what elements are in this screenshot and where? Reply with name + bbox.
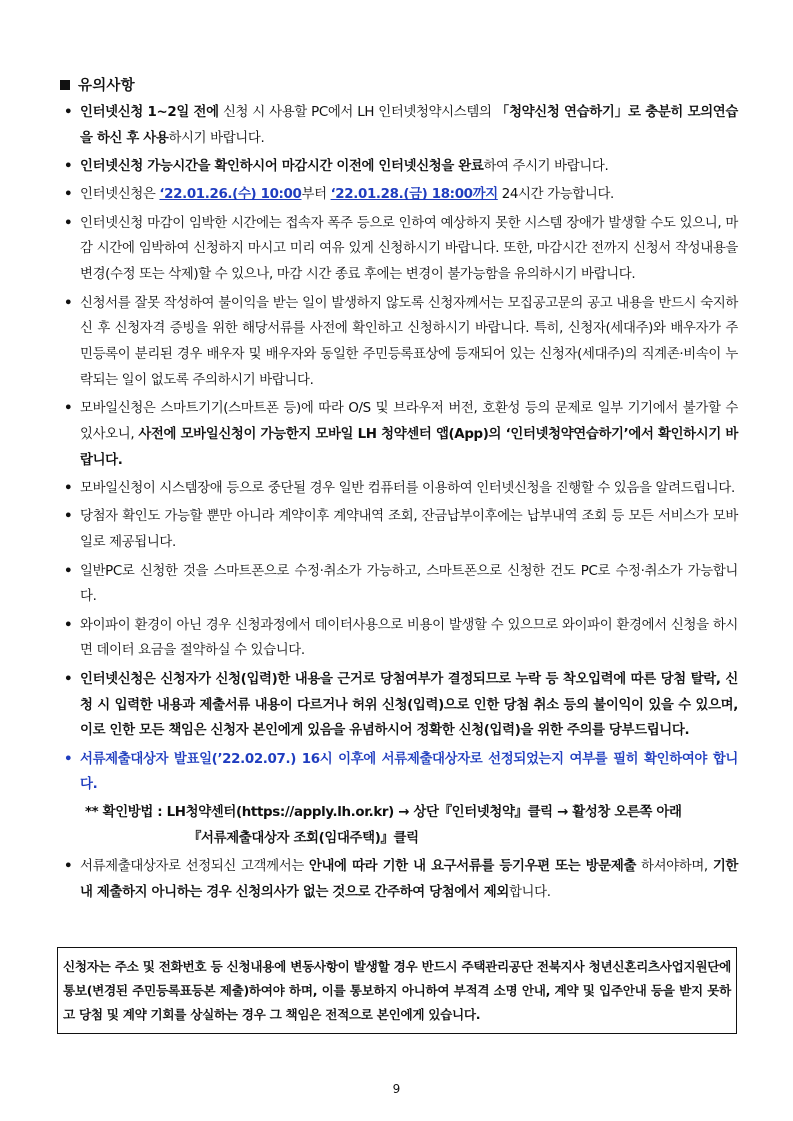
check-method-line: 『서류제출대상자 조회(임대주택)』클릭 [188, 831, 419, 847]
list-item-text: 인터넷신청은 [80, 187, 160, 203]
list-item-text: ‘22.01.28.(금) 18:00까지 [330, 187, 498, 203]
check-method-line: ** 확인방법 : LH청약센터(https://apply.lh.or.kr) → 상단『인터넷청약』클릭 → 활성창 오른쪽 아래 [85, 805, 682, 821]
list-item [60, 747, 738, 852]
notice-text: 신청자는 주소 및 전화번호 등 신청내용에 변동사항이 발생할 경우 반드시 주택관리공단 전북지사 청년신혼리츠사업지원단에 통보(변경된 주민등록표등본 제출)하여야 하며, 이를 통보하지 아니하여 부적격 소명 안내, 계약 및 입주안내 등을 받지 못하고 당첨 및 계약 기회를 상실하는 경우 그 책임은 전적으로 본인에게 있습니다. [63, 959, 731, 1022]
section-title-text: 유의사항 [78, 78, 135, 94]
list-item [60, 211, 738, 288]
list-item-text: 「청약신청 연습하기」로 충분히 모의연습을 하신 후 사용 [80, 105, 738, 146]
list-item-text: ‘22.01.26.(수) 10:00 [159, 187, 302, 203]
list-item-text: 24시간 가능합니다. [497, 187, 614, 203]
list-item-text: 하여 주시기 바랍니다. [483, 159, 609, 175]
section-heading [60, 74, 135, 95]
list-item-text: 인터넷신청 가능시간을 확인하시어 마감시간 이전에 인터넷신청을 완료 [80, 159, 484, 175]
list-item-text: 서류제출대상자 발표일(’22.02.07.) 16시 이후에 서류제출대상자로 선정되었는지 여부를 필히 확인하여야 합니다. [80, 751, 738, 793]
list-item [60, 667, 738, 744]
list-item [60, 504, 738, 556]
list-item-text: 합니다. [508, 885, 551, 901]
list-item-text: 인터넷신청 마감이 임박한 시간에는 접속자 폭주 등으로 인하여 예상하지 못한 시스템 장애가 발생할 수도 있으니, 마감 시간에 임박하여 신청하지 마시고 미리 여유 있게 신청하시기 바랍니다. 또한, 마감시간 전까지 신청서 작성내용을 변경(수정 또는 삭제)할 수 있으나, 마감 시간 종료 후에는 변경이 불가능함을 유의하시기 바랍니다. [80, 215, 738, 283]
list-item-text: 모바일신청은 스마트기기(스마트폰 등)에 따라 O/S 및 브라우저 버전, 호환성 등의 문제로 일부 기기에서 불가할 수 있사오니, [80, 401, 738, 443]
list-item-text: 당첨자 확인도 가능할 뿐만 아니라 계약이후 계약내역 조회, 잔금납부이후에는 납부내역 조회 등 모든 서비스가 모바일로 제공됩니다. [80, 509, 738, 551]
list-item-text: 사전에 모바일신청이 가능한지 모바일 LH 청약센터 앱(App)의 ‘인터넷청약연습하기’에서 확인하시기 바랍니다. [80, 427, 739, 468]
list-item-text: 서류제출대상자로 선정되신 고객께서는 [80, 859, 309, 875]
list-item-text: 모바일신청이 시스템장애 등으로 중단될 경우 일반 컴퓨터를 이용하여 인터넷신청을 진행할 수 있음을 알려드립니다. [80, 481, 735, 497]
list-item-text: 신청 시 사용할 PC에서 LH 인터넷청약시스템의 [218, 105, 496, 120]
list-item [60, 291, 738, 394]
list-item [60, 100, 738, 152]
list-item [60, 154, 738, 180]
check-method [80, 800, 738, 852]
list-item-text: 하시기 바랍니다. [168, 130, 265, 146]
list-item-text: 인터넷신청 1~2일 전에 [80, 105, 219, 120]
list-item [60, 182, 738, 208]
list-item-text: 신청서를 잘못 작성하여 불이익을 받는 일이 발생하지 않도록 신청자께서는 모집공고문의 공고 내용을 반드시 숙지하신 후 신청자격 증빙을 위한 해당서류를 사전에 확인하고 신청하시기 바랍니다. 특히, 신청자(세대주)와 배우자가 주민등록이 분리된 경우 배우자 및 배우자와 동일한 주민등록표상에 등재되어 있는 신청자(세대주)의 직계존·비속이 누락되는 일이 없도록 주의하시기 바랍니다. [80, 295, 738, 388]
square-bullet-icon [60, 80, 70, 90]
list-item [60, 613, 738, 665]
list-item-text: 일반PC로 신청한 것을 스마트폰으로 수정·취소가 가능하고, 스마트폰으로 신청한 건도 PC로 수정·취소가 가능합니다. [80, 563, 738, 605]
list-item [60, 476, 738, 502]
list-item-text: 부터 [301, 187, 331, 203]
list-item [60, 396, 738, 473]
list-item-text: 하셔야하며, [636, 859, 713, 875]
page-number: 9 [392, 1082, 401, 1096]
list-item-text: 기한 내 제출하지 아니하는 경우 신청의사가 없는 것으로 간주하여 당첨에서 제외 [80, 859, 738, 901]
list-item [60, 854, 738, 906]
list-item-text: 안내에 따라 기한 내 요구서류를 등기우편 또는 방문제출 [308, 859, 637, 875]
notice-list [60, 100, 738, 908]
list-item [60, 559, 738, 611]
notice-box [57, 947, 737, 1034]
list-item-text: 인터넷신청은 신청자가 신청(입력)한 내용을 근거로 당첨여부가 결정되므로 누락 등 착오입력에 따른 당첨 탈락, 신청 시 입력한 내용과 제출서류 내용이 다르거나 허위 신청(입력)으로 인한 당첨 취소 등의 불이익이 있을 수 있으며, 이로 인한 모든 책임은 신청자 본인에게 있음을 유념하시어 정확한 신청(입력)을 위한 주의를 당부드립니다. [80, 671, 738, 739]
list-item-text: 와이파이 환경이 아닌 경우 신청과정에서 데이터사용으로 비용이 발생할 수 있으므로 와이파이 환경에서 신청을 하시면 데이터 요금을 절약하실 수 있습니다. [80, 617, 738, 659]
